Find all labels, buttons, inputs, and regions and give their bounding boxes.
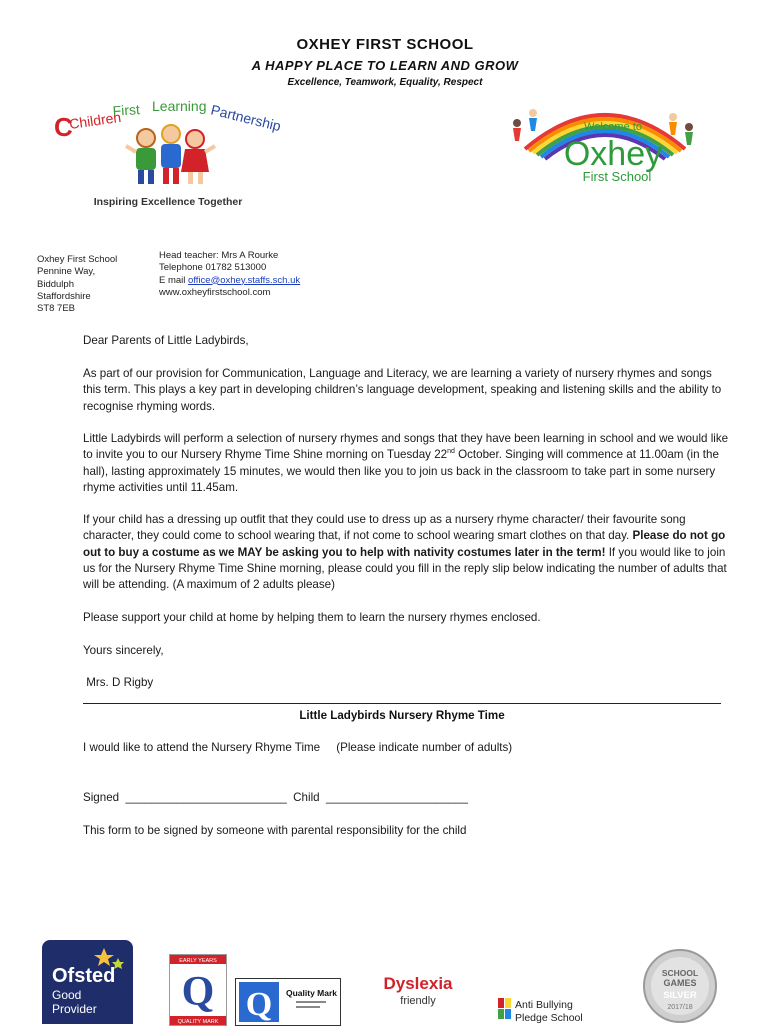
address-line: Pennine Way, bbox=[37, 266, 96, 278]
slip-note: This form to be signed by someone with parental responsibility for the child bbox=[83, 824, 467, 837]
email-link[interactable]: office@oxhey.staffs.sch.uk bbox=[188, 274, 301, 286]
school-games-year-text: 2017/18 bbox=[667, 1004, 693, 1011]
cflp-word-children: Children bbox=[68, 108, 123, 132]
letter-paragraph-1: As part of our provision for Communication, Language and Literacy, we are learning a variety of nursery rhymes and songs this term. This plays a key part in developing children’s language development, speaking and listening skills and the ability to recognise rhyming words. bbox=[83, 367, 722, 413]
children-figures-icon bbox=[126, 125, 215, 184]
early-years-text: EARLY YEARS bbox=[179, 958, 217, 964]
anti-bullying-text: Anti Bullying bbox=[515, 999, 573, 1011]
anti-bullying-pledge-logo bbox=[498, 996, 608, 1024]
slip-divider bbox=[83, 703, 721, 704]
address-line: Biddulph bbox=[37, 278, 74, 290]
letter-signature: Mrs. D Rigby bbox=[83, 676, 154, 689]
ofsted-provider-text: Provider bbox=[52, 1002, 97, 1016]
dyslexia-friendly-logo bbox=[372, 968, 464, 1012]
school-name: OXHEY FIRST SCHOOL bbox=[296, 36, 474, 53]
oxhey-welcome-logo bbox=[503, 93, 708, 185]
quality-q-icon: Q bbox=[181, 969, 215, 1015]
website: www.oxheyfirstschool.com bbox=[159, 286, 271, 298]
head-teacher: Head teacher: Mrs A Rourke bbox=[159, 250, 279, 261]
dyslexia-text: Dyslexia bbox=[383, 974, 453, 993]
address-line: ST8 7EB bbox=[37, 303, 76, 315]
letter-paragraph-3: If your child has a dressing up outfit that they could use to dress up as a nursery rhyme character/ their favourite song character, they could come to school wearing that, if not come to school wearing smart clothes on that day. Please do not go out to buy a costume as we MAY be asking you to help with nativity costumes later in the term! If you would like to join us for the Nursery Rhyme Time Shine morning, please could you fill in the reply slip below indicating the number of adults that will be attending. (A maximum of 2 adults please) bbox=[83, 513, 727, 592]
cflp-word-first: First bbox=[112, 101, 141, 119]
oxhey-sub-text: First School bbox=[582, 169, 652, 184]
pledge-school-text: Pledge School bbox=[515, 1012, 583, 1024]
school-games-games-text: GAMES bbox=[663, 978, 697, 988]
telephone: Telephone 01782 513000 bbox=[159, 262, 267, 274]
cflp-slogan: Inspiring Excellence Together bbox=[93, 196, 243, 208]
slip-signature-line[interactable]: Signed _________________________ Child ______________________ bbox=[83, 791, 468, 804]
cflp-word-learning: Learning bbox=[152, 98, 207, 114]
letter-greeting: Dear Parents of Little Ladybirds, bbox=[83, 334, 249, 347]
school-games-school-text: SCHOOL bbox=[661, 968, 699, 978]
svg-text:C: C bbox=[54, 112, 73, 142]
school-values: Excellence, Teamwork, Equality, Respect bbox=[287, 77, 483, 88]
slip-attend-line: I would like to attend the Nursery Rhyme Time (Please indicate number of adults) bbox=[83, 741, 513, 754]
oxhey-welcome-text: Welcome to bbox=[584, 121, 642, 133]
email-line: E mail office@oxhey.staffs.sch.uk bbox=[159, 274, 301, 286]
cflp-word-partnership: Partnership bbox=[209, 101, 283, 135]
school-tagline: A HAPPY PLACE TO LEARN AND GROW bbox=[251, 58, 519, 73]
costume-warning: Please do not go out to buy a costume as we MAY be asking you to help with nativity costumes later in the term! bbox=[83, 529, 726, 559]
letter-paragraph-4: Please support your child at home by helping them to learn the nursery rhymes enclosed. bbox=[83, 611, 541, 624]
puzzle-icon bbox=[498, 998, 511, 1019]
quality-mark-bottom-text: QUALITY MARK bbox=[177, 1019, 219, 1025]
school-games-silver-text: SILVER bbox=[663, 990, 697, 1001]
school-games-silver-logo bbox=[642, 948, 718, 1024]
cflp-logo bbox=[48, 92, 288, 212]
letter-closing: Yours sincerely, bbox=[83, 644, 164, 657]
letter-paragraph-2: Little Ladybirds will perform a selection of nursery rhymes and songs that they have been learning in school and we would like to invite you to our Nursery Rhyme Time Shine morning on Tuesday 22nd October. Singing will commence at 11.00am (in the hall), lasting approximately 15 minutes, we would then like you to join us back in the classroom to take part in some nursery rhyme activities until 11.45am. bbox=[83, 432, 729, 494]
ofsted-good-text: Good bbox=[52, 988, 82, 1002]
friendly-text: friendly bbox=[400, 995, 436, 1007]
quality-mark-text: Quality Mark bbox=[286, 988, 338, 998]
address-line: Oxhey First School bbox=[37, 254, 118, 265]
ofsted-logo bbox=[42, 940, 133, 1024]
ofsted-text: Ofsted bbox=[52, 965, 116, 987]
slip-title: Little Ladybirds Nursery Rhyme Time bbox=[299, 709, 505, 722]
quality-q-icon: Q bbox=[245, 986, 273, 1023]
early-years-quality-mark-logo bbox=[169, 954, 227, 1026]
address-line: Staffordshire bbox=[37, 290, 91, 302]
school-address bbox=[37, 254, 117, 315]
school-contact bbox=[159, 250, 300, 299]
oxhey-name-text: Oxhey bbox=[563, 135, 663, 173]
quality-mark-logo bbox=[235, 978, 341, 1026]
